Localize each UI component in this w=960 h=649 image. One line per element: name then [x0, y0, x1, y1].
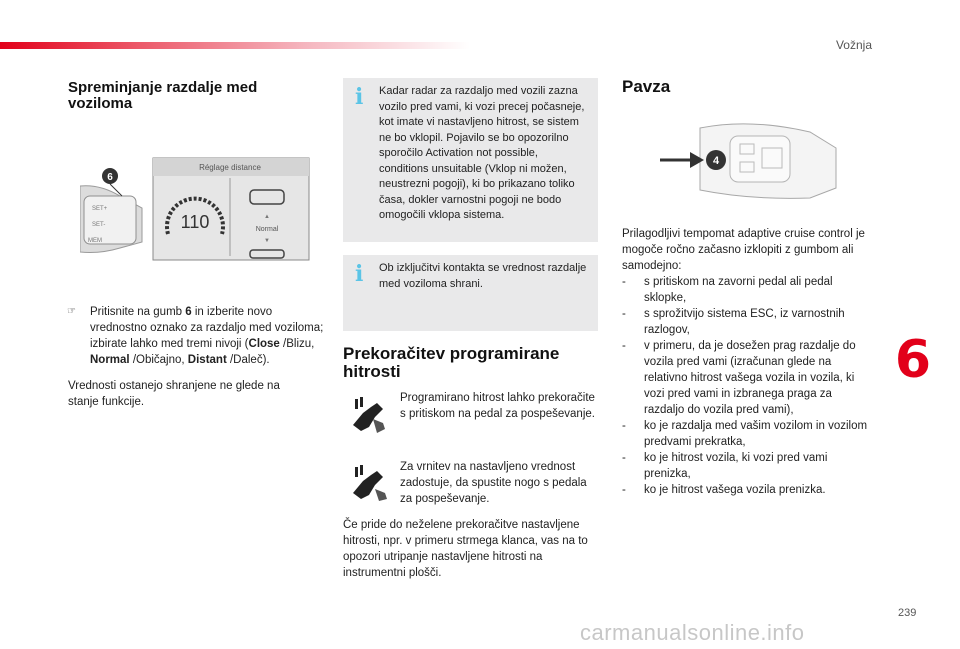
display-title: Réglage distance [199, 163, 261, 172]
steering-stalk-illustration [660, 118, 838, 200]
page-number: 239 [898, 607, 917, 619]
info-memory-text: Ob izključitvi kontakta se vrednost razdalje med voziloma shrani. [379, 262, 587, 290]
list-item: - ko je hitrost vašega vozila prenizka. [622, 484, 826, 496]
pause-list [622, 274, 870, 498]
chapter-number: 6 [894, 330, 932, 390]
pause-section-title: Pavza [622, 77, 671, 96]
list-item: - v primeru, da je dosežen prag razdalje do vozila pred vami (izračunan glede na relativno hitrost vašega vozila in vozila, ki vozi pred vami in izbranega praga za razdaljo do vozila pred vami), [622, 340, 856, 416]
display-speed: 110 [180, 212, 210, 232]
distance-section-title: Spreminjanje razdalje med voziloma [68, 79, 258, 112]
pause-intro: Prilagodljivi tempomat adaptive cruise control je mogoče ročno začasno izklopiti z gumbom ali samodejno: [622, 228, 865, 272]
header-accent-bar [0, 42, 470, 49]
distance-instruction: ☞ Pritisnite na gumb 6 in izberite novo vrednostno oznako za razdaljo med voziloma; izbirate lahko med tremi nivoji (Close /Blizu, Normal /Običajno, Distant /Daleč). [67, 306, 324, 366]
pointer-icon: ☞ [67, 306, 76, 317]
info-radar-text: Kadar radar za razdaljo med vozili zazna vozilo pred vami, ki vozi precej počasneje, kot imate vi nastavljeno hitrost, se sistem ne bo vklopil. Pojavilo se bo opozorilno sporočilo Activation not possible, conditions unsuitable (Vklop ni možen, neustrezni pogoji), ki bo prikazano toliko časa, dokler varnostni pogoji ne bodo omogočili vklopa sistema. [379, 85, 585, 221]
list-item: - s sprožitvijo sistema ESC, iz varnostnih razlogov, [622, 308, 845, 336]
watermark: carmanualsonline.info [580, 620, 805, 645]
distance-note: Vrednosti ostanejo shranjene ne glede na stanje funkcije. [68, 380, 280, 408]
display-setting: Normal [255, 226, 279, 233]
override-text-2: Za vrnitev na nastavljeno vrednost zadostuje, da spustite nogo s pedala za pospeševanje. [400, 461, 587, 505]
list-item: - ko je razdalja med vašim vozilom in vozilom predvami prekratka, [622, 420, 868, 448]
override-text-1: Programirano hitrost lahko prekoračite s pritiskom na pedal za pospeševanje. [400, 392, 595, 420]
override-section-title: Prekoračitev programirane hitrosti [343, 344, 560, 381]
info-icon: i [355, 261, 364, 287]
list-item: - s pritiskom na zavorni pedal ali pedal sklopke, [622, 276, 833, 304]
foot-pedal-icon [349, 395, 389, 435]
info-box-memory [343, 255, 598, 331]
info-box-radar [343, 78, 598, 242]
svg-text:SET+: SET+ [92, 206, 108, 212]
svg-text:▲: ▲ [264, 214, 270, 220]
svg-text:▼: ▼ [264, 238, 270, 244]
info-icon: i [355, 84, 364, 110]
button-badge-4: 4 [712, 155, 720, 167]
button-badge-6: 6 [107, 172, 113, 183]
svg-text:MEM: MEM [88, 238, 102, 244]
distance-display-illustration [80, 156, 310, 262]
list-item: - ko je hitrost vozila, ki vozi pred vami prenizka, [622, 452, 828, 480]
override-warning-text: Če pride do neželene prekoračitve nastavljene hitrosti, npr. v primeru strmega klanca, vas na to opozori utripanje nastavljene hitrosti na instrumentni plošči. [343, 519, 588, 579]
section-title: Vožnja [835, 38, 872, 52]
svg-text:SET-: SET- [92, 222, 106, 228]
foot-pedal-icon [349, 463, 389, 503]
